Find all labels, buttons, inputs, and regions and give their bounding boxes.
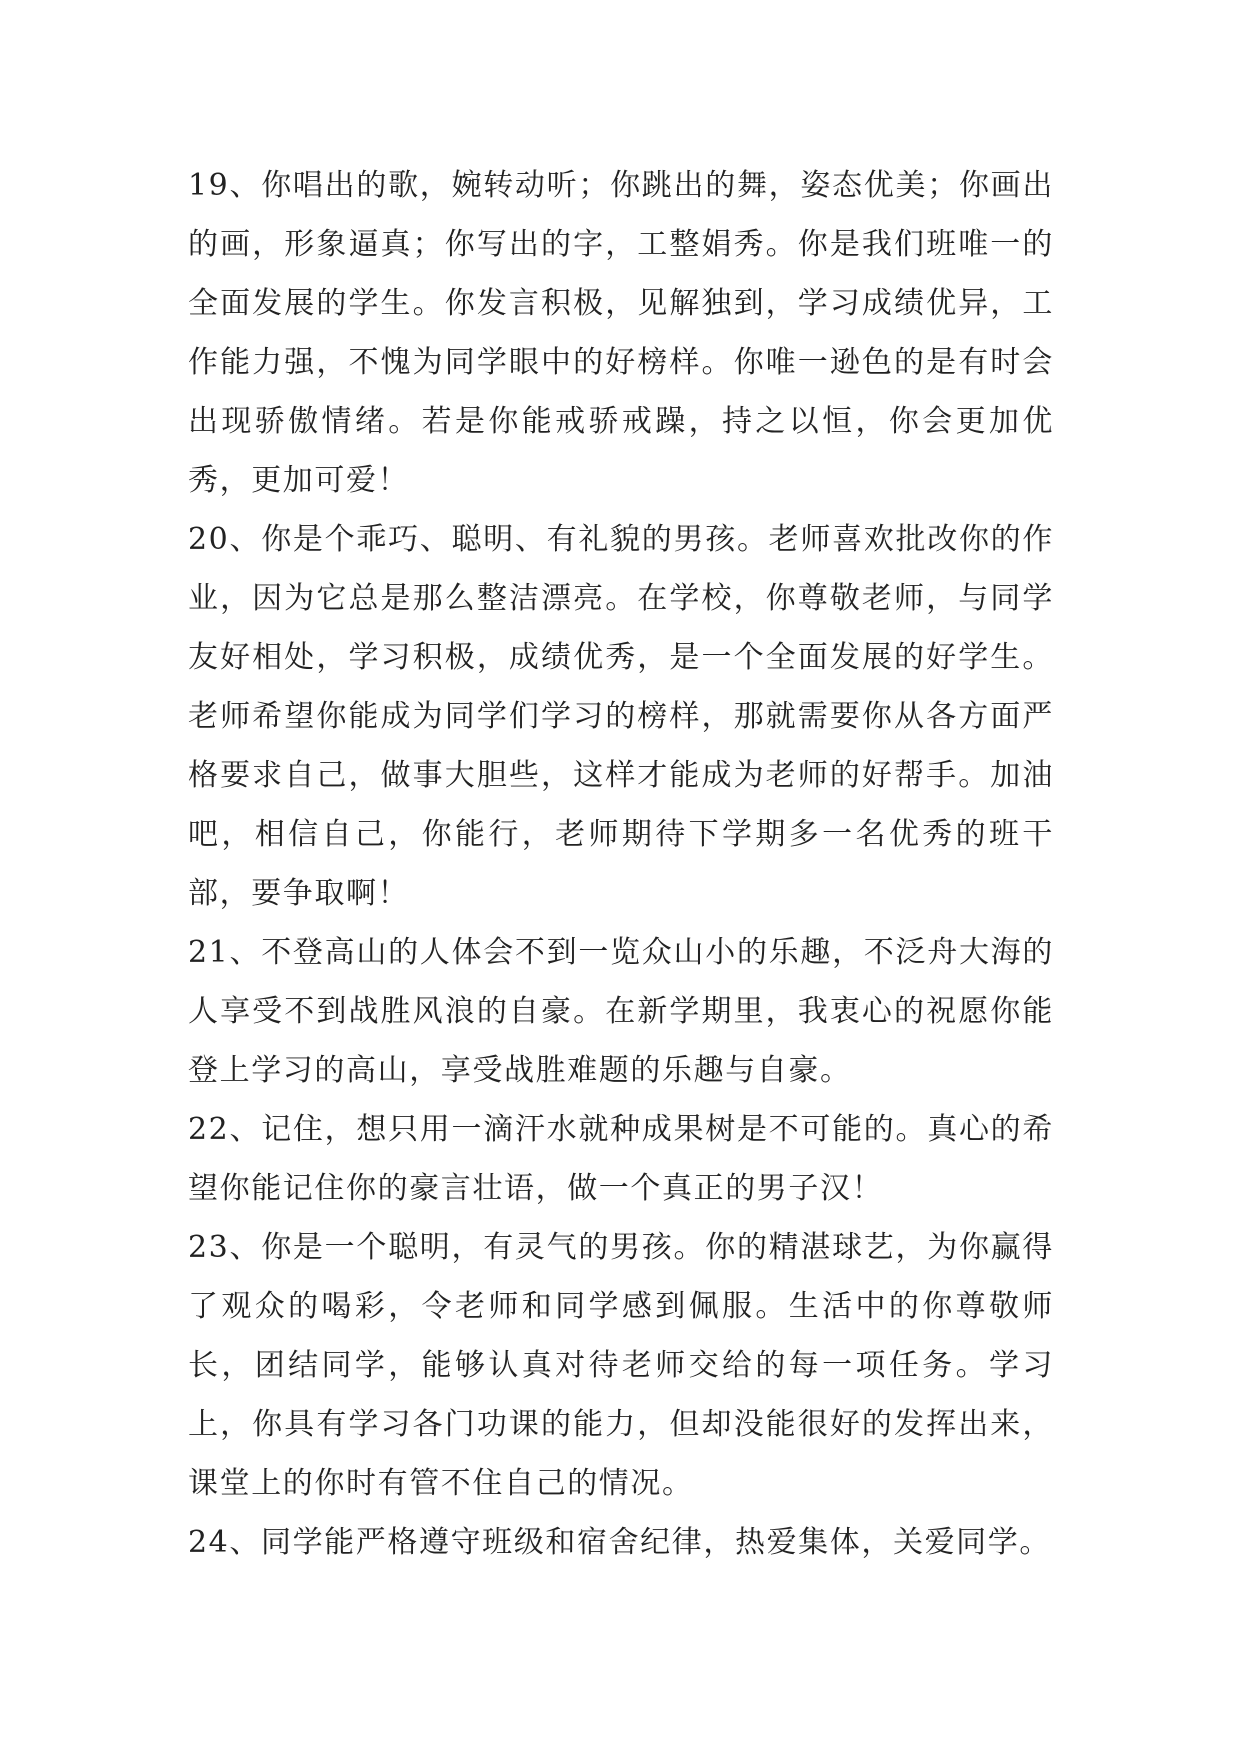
paragraph-21: 21、不登高山的人体会不到一览众山小的乐趣，不泛舟大海的人享受不到战胜风浪的自豪。在新学期里，我衷心的祝愿你能登上学习的高山，享受战胜难题的乐趣与自豪。: [188, 935, 1054, 1088]
paragraph-23: 23、你是一个聪明，有灵气的男孩。你的精湛球艺，为你赢得了观众的喝彩，令老师和同学感到佩服。生活中的你尊敬师长，团结同学，能够认真对待老师交给的每一项任务。学习上，你具有学习各门功课的能力，但却没能很好的发挥出来，课堂上的你时有管不住自己的情况。: [188, 1230, 1054, 1501]
paragraph-19: 19、你唱出的歌，婉转动听；你跳出的舞，姿态优美；你画出的画，形象逼真；你写出的字，工整娟秀。你是我们班唯一的全面发展的学生。你发言积极，见解独到，学习成绩优异，工作能力强，不愧为同学眼中的好榜样。你唯一逊色的是有时会出现骄傲情绪。若是你能戒骄戒躁，持之以恒，你会更加优秀，更加可爱！: [188, 168, 1054, 498]
paragraph-24: 24、同学能严格遵守班级和宿舍纪律，热爱集体，关爱同学。: [188, 1525, 1051, 1560]
paragraph-22: 22、记住，想只用一滴汗水就种成果树是不可能的。真心的希望你能记住你的豪言壮语，做一个真正的男子汉！: [188, 1112, 1054, 1206]
paragraph-20: 20、你是个乖巧、聪明、有礼貌的男孩。老师喜欢批改你的作业，因为它总是那么整洁漂亮。在学校，你尊敬老师，与同学友好相处，学习积极，成绩优秀，是一个全面发展的好学生。老师希望你能成为同学们学习的榜样，那就需要你从各方面严格要求自己，做事大胆些，这样才能成为老师的好帮手。加油吧，相信自己，你能行，老师期待下学期多一名优秀的班干部，要争取啊！: [188, 522, 1054, 911]
document-body: [188, 156, 1054, 1572]
